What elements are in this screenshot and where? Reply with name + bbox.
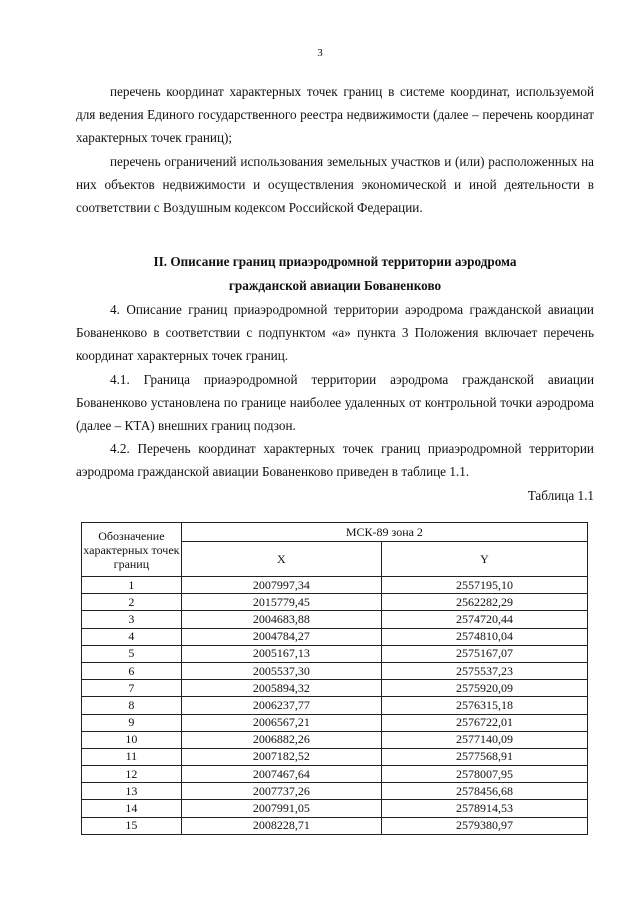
table-row: [82, 817, 588, 834]
y-coordinate-cell: 2577140,09: [381, 731, 587, 748]
point-number-cell: 1: [82, 577, 182, 594]
y-coordinate-cell: 2579380,97: [381, 817, 587, 834]
table-caption: Таблица 1.1: [527, 487, 594, 503]
table-row: [82, 783, 588, 800]
y-coordinate-cell: 2577568,91: [381, 748, 587, 765]
y-coordinate-cell: 2574720,44: [381, 611, 587, 628]
paragraph-4: 4. Описание границ приаэродромной территории аэродрома гражданской авиации Бованенково в соответствии с подпунктом «а» пункта 3 Положения включает перечень координат характерных точек границ.: [76, 302, 594, 364]
section-ii: [76, 250, 594, 507]
x-coordinate-cell: 2006882,26: [181, 731, 381, 748]
x-coordinate-cell: 2007467,64: [181, 766, 381, 783]
table-row: [82, 611, 588, 628]
coordinates-table: [81, 522, 588, 835]
page-number: 3: [317, 47, 323, 59]
header-x: X: [181, 542, 381, 577]
table-row: [82, 645, 588, 662]
x-coordinate-cell: 2004683,88: [181, 611, 381, 628]
point-number-cell: 8: [82, 697, 182, 714]
y-coordinate-cell: 2576722,01: [381, 714, 587, 731]
y-coordinate-cell: 2578914,53: [381, 800, 587, 817]
point-number-cell: 6: [82, 662, 182, 679]
y-coordinate-cell: 2578007,95: [381, 766, 587, 783]
table-row: [82, 766, 588, 783]
point-number-cell: 14: [82, 800, 182, 817]
table-row: [82, 697, 588, 714]
paragraph-4-2: 4.2. Перечень координат характерных точек границ приаэродромной территории аэродрома гражданской авиации Бованенково приведен в таблице 1.1.: [76, 441, 594, 480]
x-coordinate-cell: 2005167,13: [181, 645, 381, 662]
intro-paragraphs: [76, 80, 594, 219]
table-row: [82, 628, 588, 645]
point-number-cell: 13: [82, 783, 182, 800]
point-number-cell: 11: [82, 748, 182, 765]
x-coordinate-cell: 2015779,45: [181, 594, 381, 611]
paragraph-restrictions-list: перечень ограничений использования земельных участков и (или) расположенных на них объектов недвижимости и осуществления экономической и иной деятельности в соответствии с Воздушным кодексом Российской Федерации.: [76, 153, 594, 216]
point-number-cell: 15: [82, 817, 182, 834]
table-row: [82, 594, 588, 611]
y-coordinate-cell: 2575167,07: [381, 645, 587, 662]
x-coordinate-cell: 2007997,34: [181, 577, 381, 594]
x-coordinate-cell: 2007182,52: [181, 748, 381, 765]
table-row: [82, 577, 588, 594]
point-number-cell: 4: [82, 628, 182, 645]
point-number-cell: 5: [82, 645, 182, 662]
x-coordinate-cell: 2005894,32: [181, 680, 381, 697]
y-coordinate-cell: 2574810,04: [381, 628, 587, 645]
x-coordinate-cell: 2008228,71: [181, 817, 381, 834]
point-number-cell: 3: [82, 611, 182, 628]
y-coordinate-cell: 2578456,68: [381, 783, 587, 800]
paragraph-coordinates-list: перечень координат характерных точек границ в системе координат, используемой для ведения Единого государственного реестра недвижимости (далее – перечень координат характерных точек границ);: [76, 84, 594, 146]
point-number-cell: 7: [82, 680, 182, 697]
y-coordinate-cell: 2575920,09: [381, 680, 587, 697]
section-heading-line2: гражданской авиации Бованенково: [228, 278, 442, 293]
x-coordinate-cell: 2007737,26: [181, 783, 381, 800]
section-heading-line1: II. Описание границ приаэродромной территории аэродрома: [153, 254, 517, 269]
y-coordinate-cell: 2575537,23: [381, 662, 587, 679]
table-row: [82, 662, 588, 679]
x-coordinate-cell: 2006567,21: [181, 714, 381, 731]
table-row: [82, 680, 588, 697]
point-number-cell: 2: [82, 594, 182, 611]
header-point-designation: Обозначение характерных точек границ: [82, 523, 182, 577]
x-coordinate-cell: 2004784,27: [181, 628, 381, 645]
x-coordinate-cell: 2007991,05: [181, 800, 381, 817]
table-row: [82, 714, 588, 731]
y-coordinate-cell: 2562282,29: [381, 594, 587, 611]
y-coordinate-cell: 2576315,18: [381, 697, 587, 714]
x-coordinate-cell: 2006237,77: [181, 697, 381, 714]
header-y: Y: [381, 542, 587, 577]
table-row: [82, 731, 588, 748]
x-coordinate-cell: 2005537,30: [181, 662, 381, 679]
paragraph-4-1: 4.1. Граница приаэродромной территории аэродрома гражданской авиации Бованенково установлена по границе наиболее удаленных от контрольной точки аэродрома (далее – КТА) внешних границ подзон.: [76, 371, 594, 434]
point-number-cell: 12: [82, 766, 182, 783]
table-row: [82, 748, 588, 765]
header-coordinate-system: МСК-89 зона 2: [181, 523, 587, 542]
table-body: [82, 577, 588, 835]
point-number-cell: 9: [82, 714, 182, 731]
y-coordinate-cell: 2557195,10: [381, 577, 587, 594]
point-number-cell: 10: [82, 731, 182, 748]
table-row: [82, 800, 588, 817]
